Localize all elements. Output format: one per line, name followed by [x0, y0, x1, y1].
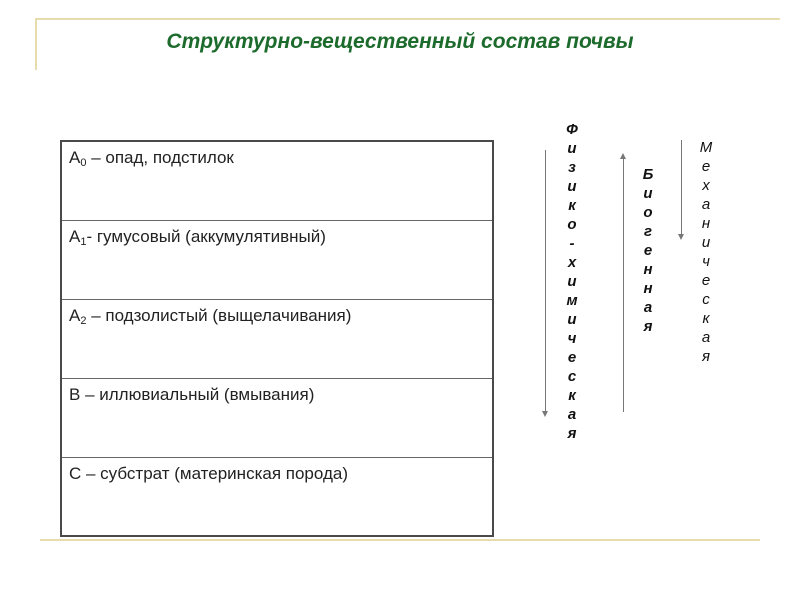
frame-top-line — [35, 18, 780, 20]
frame-bottom-line — [40, 539, 760, 541]
biogenic-label — [636, 165, 660, 336]
vertical-letter: с — [702, 291, 710, 308]
horizon-cell: $А_2$ – подзолистый (выщелачивания) — [61, 299, 493, 378]
table-row — [61, 141, 493, 220]
vertical-letter: к — [568, 387, 576, 404]
mechanical-label — [694, 138, 718, 366]
table-row — [61, 220, 493, 299]
horizon-cell: С – субстрат (материнская порода) — [61, 457, 493, 536]
vertical-letter: и — [567, 178, 577, 195]
vertical-letter: м — [566, 292, 578, 309]
vertical-letter: - — [569, 235, 575, 252]
horizon-cell: В – иллювиальный (вмывания) — [61, 378, 493, 457]
vertical-letter: г — [643, 223, 652, 240]
vertical-letter: и — [701, 234, 711, 251]
vertical-letter: з — [568, 159, 576, 176]
vertical-letter: х — [567, 254, 577, 271]
vertical-letter: н — [643, 261, 653, 278]
vertical-letter: е — [701, 272, 711, 289]
vertical-letter: а — [567, 406, 577, 423]
vertical-letter: ч — [702, 253, 710, 270]
vertical-letter: к — [702, 310, 710, 327]
vertical-letter: о — [567, 216, 577, 233]
vertical-letter: и — [643, 185, 653, 202]
vertical-letter: н — [701, 215, 711, 232]
vertical-letter: е — [701, 158, 711, 175]
table-row — [61, 299, 493, 378]
vertical-letter: М — [699, 139, 713, 156]
vertical-letter: к — [568, 197, 576, 214]
vertical-letter: и — [567, 140, 577, 157]
table-row — [61, 378, 493, 457]
vertical-letter: ч — [567, 330, 577, 347]
vertical-letter: с — [567, 368, 577, 385]
vertical-letter: и — [567, 273, 577, 290]
page-title: Структурно-вещественный состав почвы — [166, 30, 634, 53]
soil-horizons-table — [60, 140, 494, 537]
vertical-letter: я — [643, 318, 653, 335]
vertical-letter: е — [643, 242, 653, 259]
vertical-letter: е — [567, 349, 577, 366]
horizon-cell: $А_0$ – опад, подстилок — [69, 148, 234, 169]
horizon-cell: $А_1-$ гумусовый (аккумулятивный) — [61, 220, 493, 299]
vertical-letter: и — [567, 311, 577, 328]
vertical-letter: я — [701, 348, 710, 365]
vertical-letter: Б — [642, 166, 654, 183]
vertical-letter: а — [701, 196, 711, 213]
physico-chemical-down-arrow — [545, 150, 546, 412]
vertical-letter: о — [643, 204, 653, 221]
vertical-letter: я — [567, 425, 577, 442]
vertical-letter: х — [702, 177, 710, 194]
vertical-letter: н — [643, 280, 653, 297]
vertical-letter: а — [701, 329, 711, 346]
vertical-letter: а — [643, 299, 653, 316]
physico-chemical-label — [560, 120, 584, 443]
mechanical-down-arrow — [681, 140, 682, 235]
biogenic-up-arrow — [623, 158, 624, 412]
vertical-letter: Ф — [566, 121, 578, 138]
table-row — [61, 457, 493, 536]
